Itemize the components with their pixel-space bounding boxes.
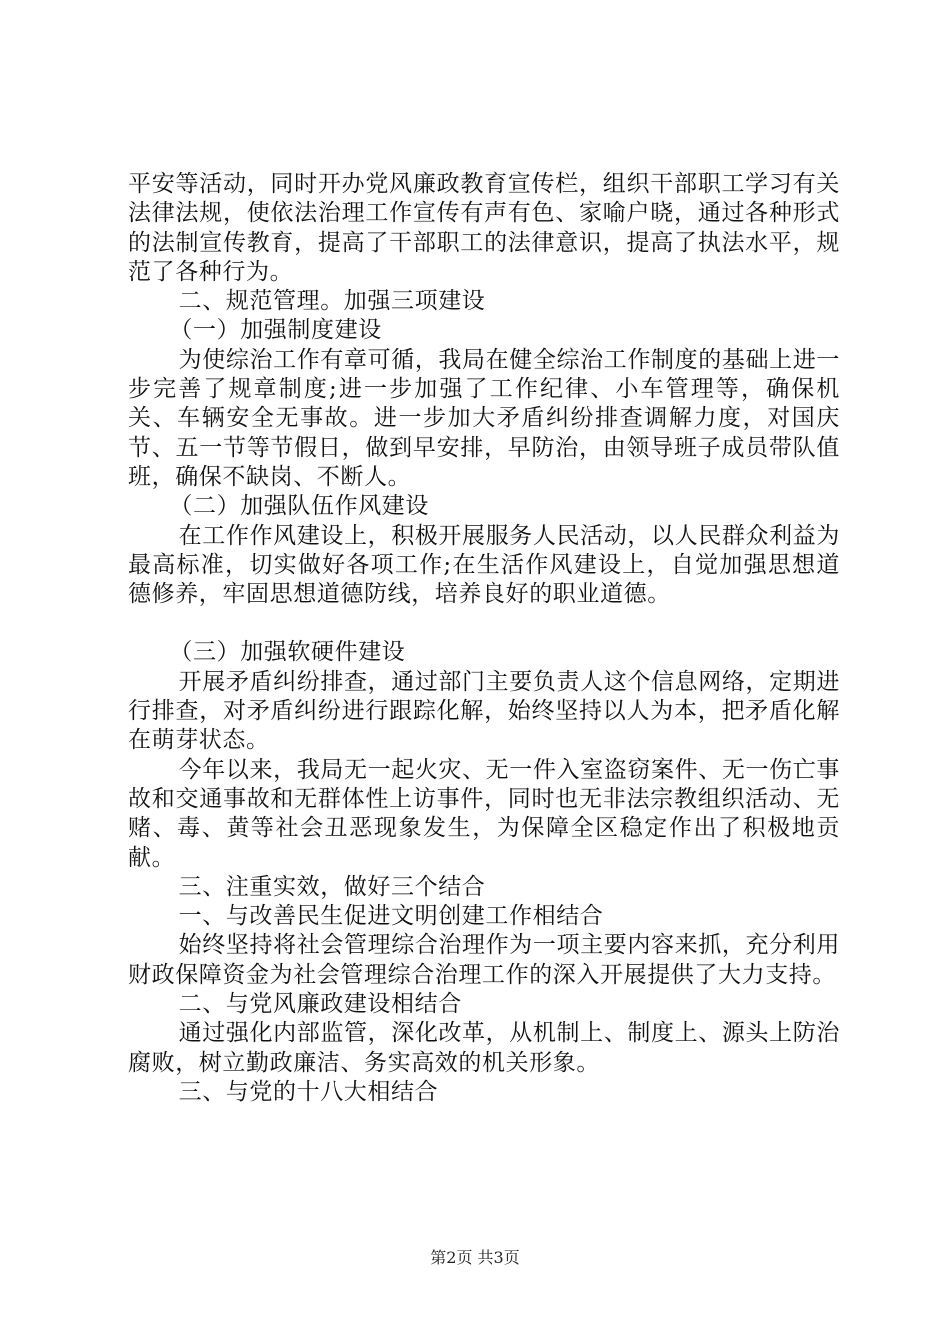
paragraph-safety-record: 今年以来，我局无一起火灾、无一件入室盗窃案件、无一伤亡事故和交通事故和无群体性上访事件，同时也无非法宗教组织活动、无赌、毒、黄等社会丑恶现象发生，为保障全区稳定作出了积极地贡献。 <box>128 756 840 871</box>
page-number-footer: 第2页 共3页 <box>430 1248 520 1267</box>
paragraph-dispute-screening: 开展矛盾纠纷排查，通过部门主要负责人这个信息网络，定期进行排查，对矛盾纠纷进行跟踪化解，始终坚持以人为本，把矛盾化解在萌芽状态。 <box>128 668 840 754</box>
subheading-system-construction: （一）加强制度建设 <box>169 317 382 344</box>
paragraph-livelihood: 始终坚持将社会管理综合治理作为一项主要内容来抓，充分利用财政保障资金为社会管理综合治理工作的深入开展提供了大力支持。 <box>128 932 840 988</box>
section-heading-3: 三、注重实效，做好三个结合 <box>178 873 486 900</box>
paragraph-integrity: 通过强化内部监管，深化改革，从机制上、制度上、源头上防治腐败，树立勤政廉洁、务实高效的机关形象。 <box>128 1020 840 1076</box>
item-heading-integrity: 二、与党风廉政建设相结合 <box>178 991 462 1018</box>
subheading-software-hardware: （三）加强软硬件建设 <box>169 639 406 666</box>
paragraph-team-style: 在工作作风建设上，积极开展服务人民活动，以人民群众利益为最高标准，切实做好各项工作;在生活作风建设上，自觉加强思想道德修养，牢固思想道德防线，培养良好的职业道德。 <box>128 522 840 608</box>
paragraph-gap <box>128 609 840 638</box>
item-heading-livelihood: 一、与改善民生促进文明创建工作相结合 <box>178 903 604 930</box>
document-body <box>128 170 840 1107</box>
paragraph-system-construction: 为使综治工作有章可循，我局在健全综治工作制度的基础上进一步完善了规章制度;进一步加强了工作纪律、小车管理等，确保机关、车辆安全无事故。进一步加大矛盾纠纷排查调解力度，对国庆节、五一节等节假日，做到早安排，早防治，由领导班子成员带队值班，确保不缺岗、不断人。 <box>128 346 840 490</box>
item-heading-congress: 三、与党的十八大相结合 <box>178 1078 439 1105</box>
subheading-team-style: （二）加强队伍作风建设 <box>169 493 429 520</box>
section-heading-2: 二、规范管理。加强三项建设 <box>178 288 486 315</box>
paragraph-continuation: 平安等活动，同时开办党风廉政教育宣传栏，组织干部职工学习有关法律法规，使依法治理工作宣传有声有色、家喻户晓，通过各种形式的法制宣传教育，提高了干部职工的法律意识，提高了执法水平，规范了各种行为。 <box>128 171 840 285</box>
